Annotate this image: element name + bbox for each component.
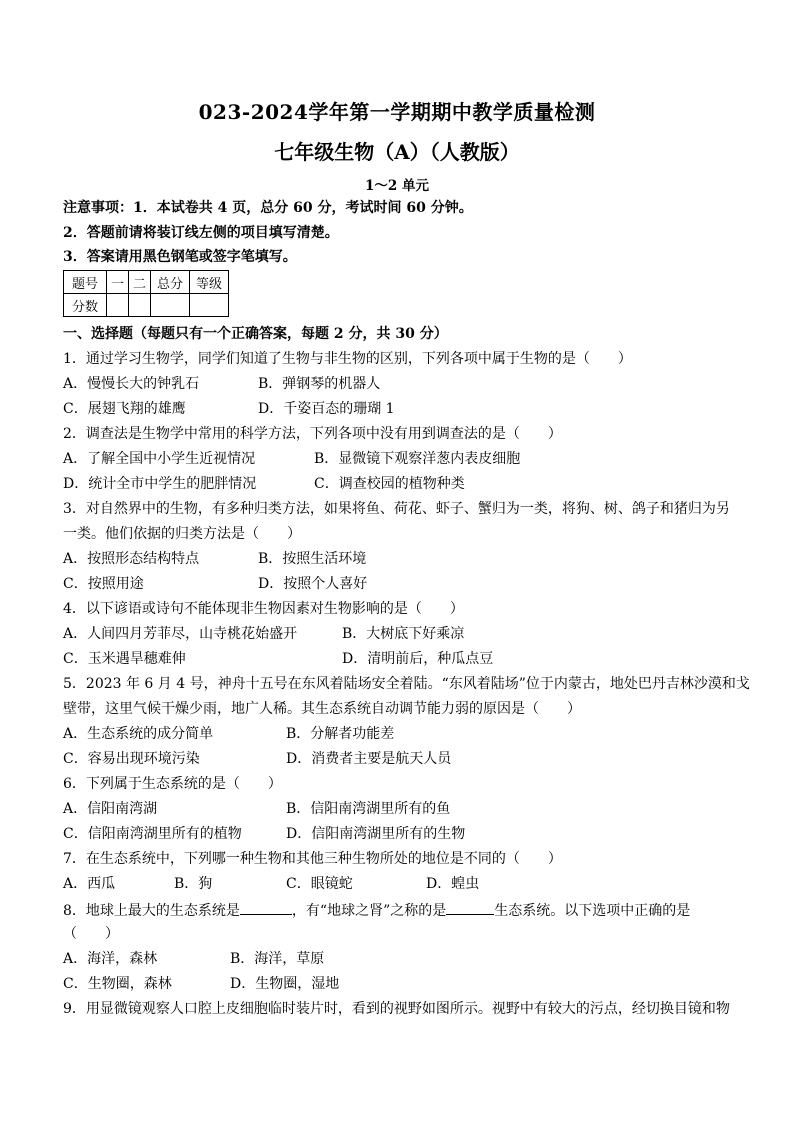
q2-option-b: B．显微镜下观察洋葱内表皮细胞 bbox=[314, 451, 521, 467]
q6-option-b: B．信阳南湾湖里所有的鱼 bbox=[286, 801, 451, 817]
note-3: 3．答案请用黑色钢笔或签字笔填写。 bbox=[63, 249, 297, 265]
question-3-stem: 3．对自然界中的生物，有多种归类方法，如果将鱼、荷花、虾子、蟹归为一类，将狗、树、鸽子和猪归为另 bbox=[63, 501, 730, 517]
exam-subtitle: 七年级生物（A）（人教版） bbox=[274, 140, 520, 164]
q1-option-d: D．千姿百态的珊瑚 1 bbox=[258, 401, 395, 417]
q8-option-c: C．生物圈，森林 bbox=[63, 976, 172, 992]
note-2: 2．答题前请将装订线左侧的项目填写清楚。 bbox=[63, 225, 339, 241]
score-cell[interactable] bbox=[107, 294, 129, 317]
section-heading: 一、选择题（每题只有一个正确答案，每题 2 分，共 30 分） bbox=[63, 326, 448, 342]
question-8-stem-cont: （ ） bbox=[63, 926, 119, 942]
score-header-cell: 等级 bbox=[190, 271, 229, 294]
q4-option-b: B．大树底下好乘凉 bbox=[342, 626, 465, 642]
q6-option-a: A．信阳南湾湖 bbox=[63, 801, 158, 817]
q3-option-a: A．按照形态结构特点 bbox=[63, 551, 200, 567]
q2-option-d: D．统计全市中学生的肥胖情况 bbox=[63, 476, 257, 492]
q1-option-b: B．弹钢琴的机器人 bbox=[258, 376, 381, 392]
score-table bbox=[63, 270, 229, 317]
q7-option-b: B．狗 bbox=[174, 876, 213, 892]
q7-option-d: D．蝗虫 bbox=[426, 876, 480, 892]
q4-option-c: C．玉米遇旱穗难伸 bbox=[63, 651, 186, 667]
score-header-cell: 总分 bbox=[151, 271, 190, 294]
score-cell[interactable] bbox=[129, 294, 151, 317]
question-9-stem: 9．用显微镜观察人口腔上皮细胞临时装片时，看到的视野如图所示。视野中有较大的污点，经切换目镜和物 bbox=[63, 1001, 730, 1017]
q8-stem-part-2: ，有“地球之肾”之称的是 bbox=[291, 903, 447, 919]
question-3-stem-cont: 一类。他们依据的归类方法是（ ） bbox=[63, 526, 301, 542]
question-5-stem: 5．2023 年 6 月 4 号，神舟十五号在东风着陆场安全着陆。“东风着陆场”位于内蒙古，地处巴丹吉林沙漠和戈 bbox=[63, 676, 750, 692]
score-header-cell: 二 bbox=[129, 271, 151, 294]
score-cell[interactable] bbox=[151, 294, 190, 317]
q8-stem-part-1: 8．地球上最大的生态系统是 bbox=[63, 903, 240, 919]
q3-option-c: C．按照用途 bbox=[63, 576, 144, 592]
score-table-header-row bbox=[64, 271, 229, 294]
note-1: 注意事项：1．本试卷共 4 页，总分 60 分，考试时间 60 分钟。 bbox=[63, 200, 473, 216]
q4-option-a: A．人间四月芳菲尽，山寺桃花始盛开 bbox=[63, 626, 298, 642]
q4-option-d: D．清明前后，种瓜点豆 bbox=[342, 651, 494, 667]
q2-option-c: C．调查校园的植物种类 bbox=[314, 476, 465, 492]
score-header-cell: 题号 bbox=[64, 271, 107, 294]
exam-title: 023-2024学年第一学期期中教学质量检测 bbox=[198, 100, 596, 124]
q7-option-a: A．西瓜 bbox=[63, 876, 116, 892]
q1-option-a: A．慢慢长大的钟乳石 bbox=[63, 376, 200, 392]
q6-option-c: C．信阳南湾湖里所有的植物 bbox=[63, 826, 242, 842]
q5-option-b: B．分解者功能差 bbox=[286, 726, 395, 742]
question-4-stem: 4．以下谚语或诗句不能体现非生物因素对生物影响的是（ ） bbox=[63, 601, 464, 617]
q5-option-a: A．生态系统的成分简单 bbox=[63, 726, 214, 742]
q8-blank-2 bbox=[446, 900, 494, 915]
q6-option-d: D．信阳南湾湖里所有的生物 bbox=[286, 826, 466, 842]
q7-option-c: C．眼镜蛇 bbox=[286, 876, 353, 892]
exam-scope: 1～2 单元 bbox=[365, 178, 429, 194]
question-1-stem: 1．通过学习生物学，同学们知道了生物与非生物的区别，下列各项中属于生物的是（ ） bbox=[63, 351, 632, 367]
score-cell[interactable] bbox=[190, 294, 229, 317]
question-5-stem-cont: 壁带，这里气候干燥少雨，地广人稀。其生态系统自动调节能力弱的原因是（ ） bbox=[63, 701, 581, 717]
question-8-stem bbox=[63, 900, 690, 920]
question-2-stem: 2．调查法是生物学中常用的科学方法，下列各项中没有用到调查法的是（ ） bbox=[63, 426, 562, 442]
q8-option-d: D．生物圈，湿地 bbox=[230, 976, 340, 992]
question-6-stem: 6．下列属于生态系统的是（ ） bbox=[63, 776, 282, 792]
q2-option-a: A．了解全国中小学生近视情况 bbox=[63, 451, 256, 467]
score-table-value-row bbox=[64, 294, 229, 317]
q1-option-c: C．展翅飞翔的雄鹰 bbox=[63, 401, 186, 417]
q8-option-b: B．海洋，草原 bbox=[230, 951, 325, 967]
question-7-stem: 7．在生态系统中，下列哪一种生物和其他三种生物所处的地位是不同的（ ） bbox=[63, 851, 562, 867]
q5-option-c: C．容易出现环境污染 bbox=[63, 751, 200, 767]
q8-option-a: A．海洋，森林 bbox=[63, 951, 158, 967]
q3-option-d: D．按照个人喜好 bbox=[258, 576, 368, 592]
score-row-label: 分数 bbox=[64, 294, 107, 317]
q8-blank-1 bbox=[240, 900, 292, 915]
score-header-cell: 一 bbox=[107, 271, 129, 294]
q5-option-d: D．消费者主要是航天人员 bbox=[286, 751, 452, 767]
q3-option-b: B．按照生活环境 bbox=[258, 551, 367, 567]
q8-stem-part-3: 生态系统。以下选项中正确的是 bbox=[494, 903, 691, 919]
